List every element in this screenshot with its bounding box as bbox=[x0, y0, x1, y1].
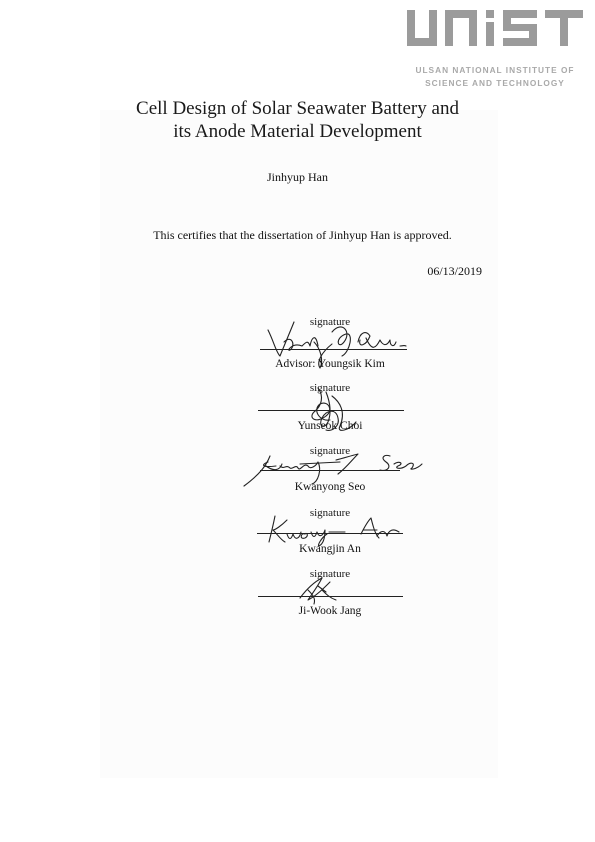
advisor-name: Advisor: Youngsik Kim bbox=[275, 358, 385, 370]
handwritten-signature-committee bbox=[292, 572, 352, 608]
committee-member-name: Kwanyong Seo bbox=[294, 481, 366, 493]
signature-label: signature bbox=[309, 445, 351, 457]
signature-label: signature bbox=[309, 568, 351, 580]
dissertation-title bbox=[40, 97, 555, 143]
unist-logo bbox=[405, 8, 585, 90]
logo-subtitle-line2: SCIENCE AND TECHNOLOGY bbox=[425, 78, 565, 88]
author-name: Jinhyup Han bbox=[267, 170, 328, 184]
signature-label: signature bbox=[309, 507, 351, 519]
logo-subtitle-line1: ULSAN NATIONAL INSTITUTE OF bbox=[415, 65, 575, 75]
signature-line bbox=[258, 410, 404, 411]
signature-line bbox=[260, 349, 407, 350]
committee-member-name: Yunseok Choi bbox=[297, 420, 363, 432]
signature-line bbox=[260, 470, 400, 471]
certification-statement: This certifies that the dissertation of Jinhyup Han is approved. bbox=[153, 228, 452, 242]
title-line-2: its Anode Material Development bbox=[173, 121, 422, 142]
committee-member-name: Kwangjin An bbox=[299, 543, 361, 555]
unist-wordmark-icon bbox=[405, 8, 585, 50]
committee-member-name: Ji-Wook Jang bbox=[298, 605, 362, 617]
signature-line bbox=[258, 596, 403, 597]
approval-date: 06/13/2019 bbox=[427, 264, 482, 278]
signature-label: signature bbox=[309, 382, 351, 394]
signature-label: signature bbox=[309, 316, 351, 328]
title-line-1: Cell Design of Solar Seawater Battery and bbox=[136, 98, 459, 119]
scanned-page-area bbox=[100, 110, 498, 778]
signature-line bbox=[257, 533, 403, 534]
